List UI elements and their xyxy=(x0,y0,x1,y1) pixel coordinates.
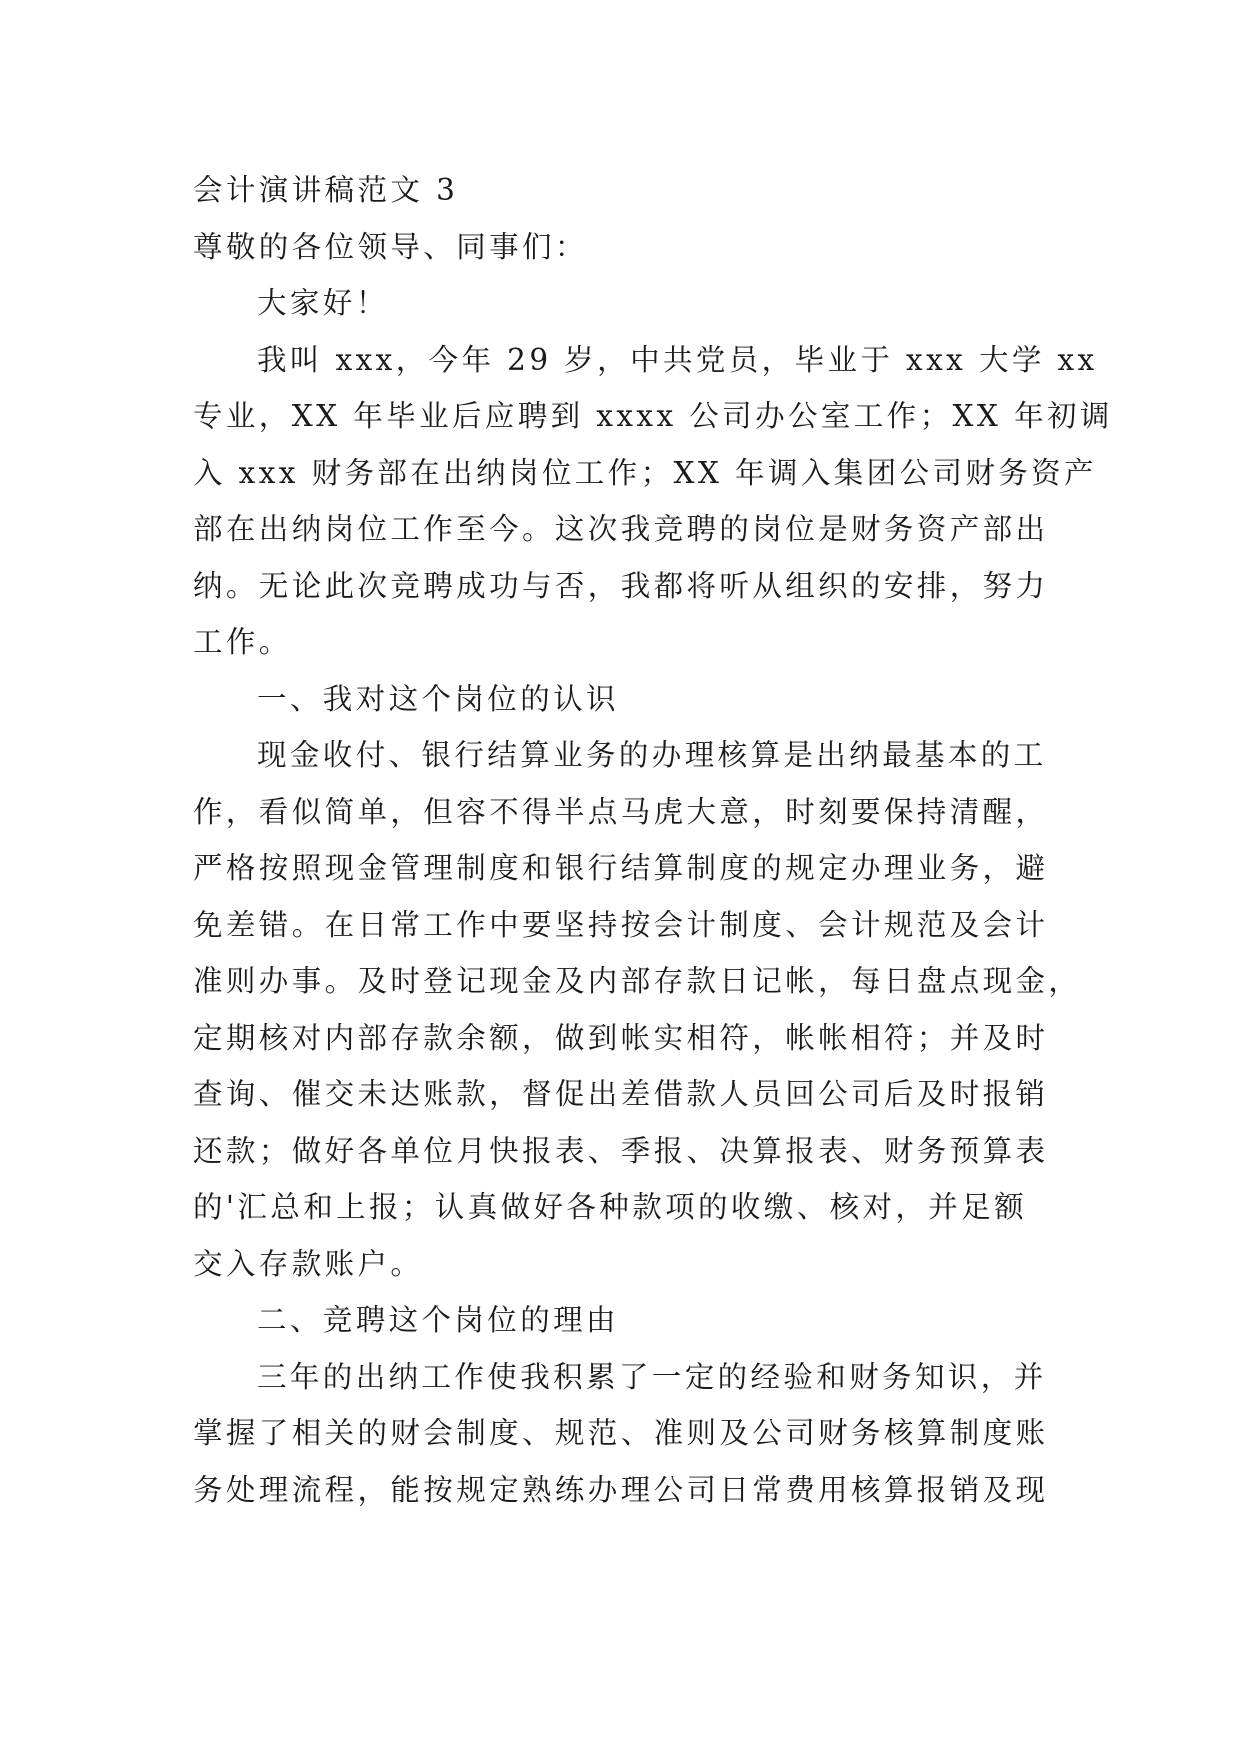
text-line: 作，看似简单，但容不得半点马虎大意，时刻要保持清醒， xyxy=(193,794,1049,829)
document-body xyxy=(193,162,1113,1518)
text-line: 的'汇总和上报；认真做好各种款项的收缴、核对，并足额 xyxy=(193,1190,1028,1224)
document-title: 会计演讲稿范文 3 xyxy=(193,173,459,207)
greeting: 大家好！ xyxy=(257,286,389,320)
text-line: 二、竞聘这个岗位的理由 xyxy=(257,1303,619,1337)
text-line: 部在出纳岗位工作至今。这次我竞聘的岗位是财务资产部出 xyxy=(193,512,1049,546)
text-line: 定期核对内部存款余额，做到帐实相符，帐帐相符；并及时 xyxy=(193,1020,1049,1055)
text-line: 现金收付、银行结算业务的办理核算是出纳最基本的工 xyxy=(257,738,1047,772)
text-line: 务处理流程，能按规定熟练办理公司日常费用核算报销及现 xyxy=(193,1472,1049,1507)
text-line: 三年的出纳工作使我积累了一定的经验和财务知识，并 xyxy=(257,1359,1047,1394)
text-line: 免差错。在日常工作中要坚持按会计制度、会计规范及会计 xyxy=(193,907,1049,942)
text-line: 一、我对这个岗位的认识 xyxy=(257,681,619,716)
text-line: 还款；做好各单位月快报表、季报、决算报表、财务预算表 xyxy=(193,1133,1049,1168)
text-line: 纳。无论此次竞聘成功与否，我都将听从组织的安排，努力 xyxy=(193,568,1049,603)
text-line: 查询、催交未达账款，督促出差借款人员回公司后及时报销 xyxy=(193,1077,1049,1111)
salutation: 尊敬的各位领导、同事们： xyxy=(193,229,588,264)
text-line: 严格按照现金管理制度和银行结算制度的规定办理业务，避 xyxy=(193,851,1049,885)
body-paragraphs xyxy=(193,332,1113,1519)
text-line: 交入存款账户。 xyxy=(193,1246,424,1281)
text-line: 掌握了相关的财会制度、规范、准则及公司财务核算制度账 xyxy=(193,1416,1049,1450)
text-line: 入 xxx 财务部在出纳岗位工作；XX 年调入集团公司财务资产 xyxy=(193,455,1097,490)
text-line: 我叫 xxx，今年 29 岁，中共党员，毕业于 xxx 大学 xx xyxy=(257,342,1098,377)
text-line: 准则办事。及时登记现金及内部存款日记帐，每日盘点现金， xyxy=(193,964,1082,998)
text-line: 专业，XX 年毕业后应聘到 xxxx 公司办公室工作；XX 年初调 xyxy=(193,399,1113,433)
text-line: 工作。 xyxy=(193,625,292,659)
